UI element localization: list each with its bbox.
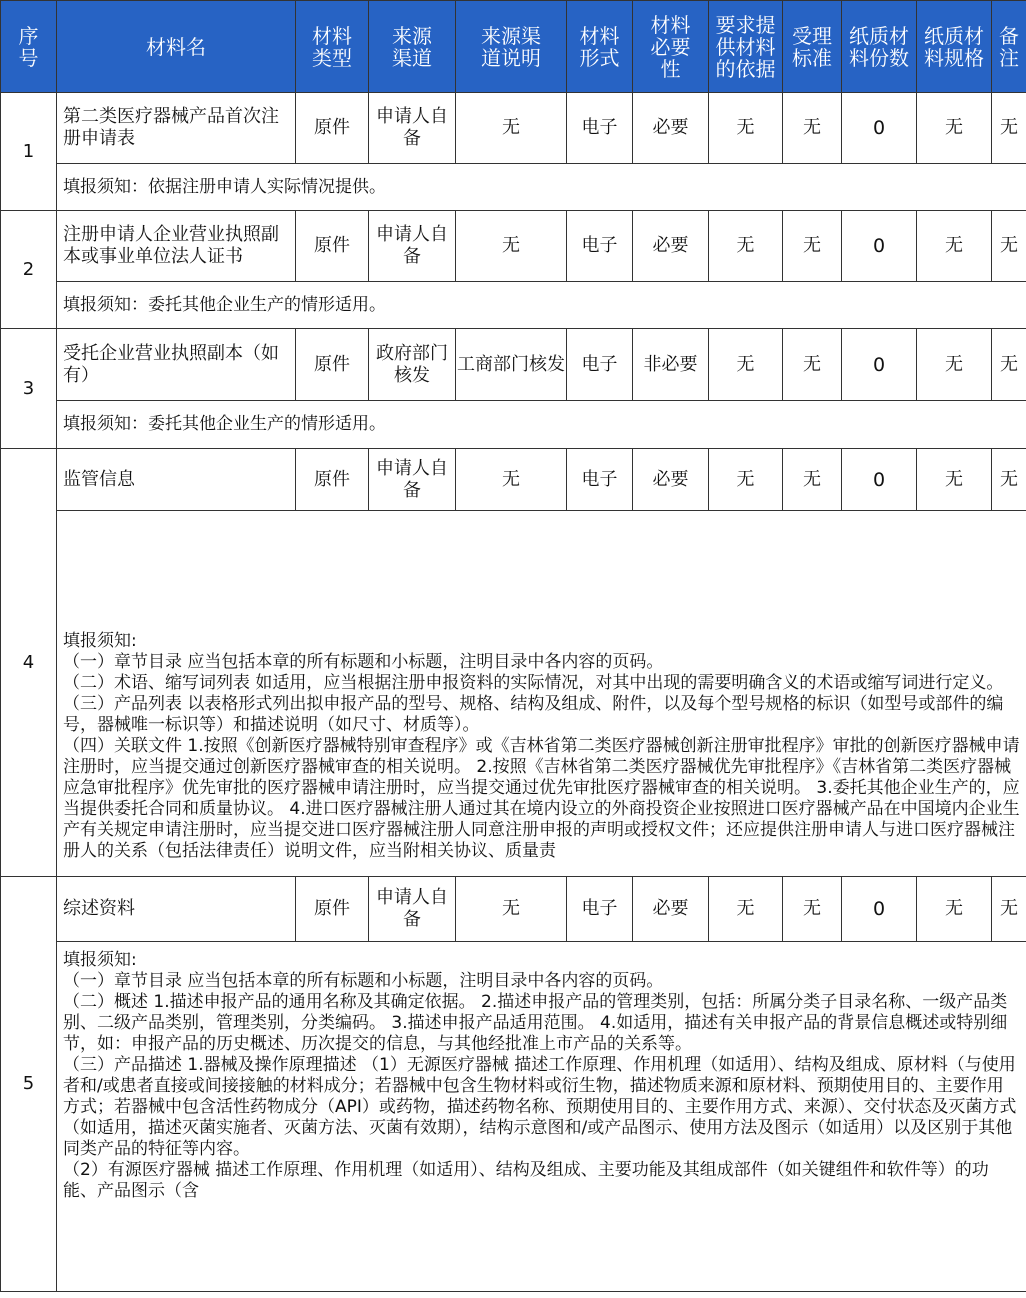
material-name: 第二类医疗器械产品首次注册申请表 <box>57 93 296 164</box>
material-type: 原件 <box>296 93 369 164</box>
source-description: 无 <box>456 449 567 511</box>
header-source-desc: 来源渠 道说明 <box>456 1 567 93</box>
paper-copies: 0 <box>842 211 917 282</box>
note-line: （一）章节目录 应当包括本章的所有标题和小标题，注明目录中各内容的页码。 <box>63 652 664 672</box>
table-row <box>1 329 1026 401</box>
requirement-basis: 无 <box>709 93 783 164</box>
header-source: 来源 渠道 <box>369 1 456 93</box>
header-remark: 备 注 <box>992 1 1026 93</box>
fill-instructions <box>57 942 1026 1292</box>
requirement-basis: 无 <box>709 329 783 401</box>
header-copies: 纸质材 料份数 <box>842 1 917 93</box>
note-line: （二）术语、缩写词列表 如适用，应当根据注册申报资料的实际情况，对其中出现的需要明确含义的术语或缩写词进行定义。 <box>63 673 1004 693</box>
header-no: 序 号 <box>1 1 57 93</box>
table-row <box>1 877 1026 942</box>
source-description: 无 <box>456 877 567 942</box>
note-line: （三）产品描述 1.器械及操作原理描述 （1）无源医疗器械 描述工作原理、作用机理（如适用）、结构及组成、原材料（与使用者和/或患者直接或间接接触的材料成分；若器械中包含生物材料或衍生物，描述物质来源和原材料、预期使用目的、主要作用方式；若器械中包含活性药物成分（API）或药物，描述药物名称、预期使用目的、主要作用方式、来源）、交付状态及灭菌方式（如适用，描述灭菌实施者、灭菌方法、灭菌有效期），结构示意图和/或产品图示、使用方法及图示（如适用）以及区别于其他同类产品的特征等内容。 <box>63 1055 1017 1159</box>
header-standard: 受理 标准 <box>783 1 842 93</box>
note-line: （二）概述 1.描述申报产品的通用名称及其确定依据。 2.描述申报产品的管理类别，包括：所属分类子目录名称、一级产品类别、二级产品类别，管理类别，分类编码。 3.描述申报产品适用范围。 4.如适用，描述有关申报产品的背景信息概述或特别细节，如：申报产品的历史概述、历次提交的信息，与其他经批准上市产品的关系等。 <box>63 992 1008 1054</box>
material-type: 原件 <box>296 329 369 401</box>
table-row <box>1 449 1026 511</box>
note-line: （三）产品列表 以表格形式列出拟申报产品的型号、规格、结构及组成、附件，以及每个型号规格的标识（如型号或部件的编号，器械唯一标识等）和描述说明（如尺寸、材质等）。 <box>63 694 1004 735</box>
acceptance-standard: 无 <box>783 449 842 511</box>
material-type: 原件 <box>296 449 369 511</box>
fill-instructions: 填报须知：依据注册申请人实际情况提供。 <box>57 164 1026 211</box>
acceptance-standard: 无 <box>783 93 842 164</box>
header-basis: 要求提 供材料 的依据 <box>709 1 783 93</box>
row-number: 3 <box>1 329 57 449</box>
material-name: 受托企业营业执照副本（如有） <box>57 329 296 401</box>
source-channel: 申请人自备 <box>369 211 456 282</box>
header-type: 材料 类型 <box>296 1 369 93</box>
source-channel: 申请人自备 <box>369 449 456 511</box>
row-number: 2 <box>1 211 57 329</box>
source-description: 无 <box>456 211 567 282</box>
material-necessity: 必要 <box>633 211 709 282</box>
remark: 无 <box>992 449 1026 511</box>
material-type: 原件 <box>296 211 369 282</box>
header-necessity: 材料 必要 性 <box>633 1 709 93</box>
material-form: 电子 <box>567 93 633 164</box>
note-row <box>1 282 1026 329</box>
paper-spec: 无 <box>917 329 992 401</box>
fill-instructions: 填报须知：委托其他企业生产的情形适用。 <box>57 401 1026 449</box>
remark: 无 <box>992 211 1026 282</box>
paper-copies: 0 <box>842 449 917 511</box>
material-name: 注册申请人企业营业执照副本或事业单位法人证书 <box>57 211 296 282</box>
source-description: 工商部门核发 <box>456 329 567 401</box>
source-channel: 申请人自备 <box>369 877 456 942</box>
note-row <box>1 511 1026 877</box>
paper-spec: 无 <box>917 449 992 511</box>
source-channel: 政府部门核发 <box>369 329 456 401</box>
table-row <box>1 211 1026 282</box>
paper-spec: 无 <box>917 877 992 942</box>
material-form: 电子 <box>567 329 633 401</box>
material-form: 电子 <box>567 449 633 511</box>
row-number: 1 <box>1 93 57 211</box>
note-line: 填报须知: <box>63 631 137 651</box>
note-line: （四）关联文件 1.按照《创新医疗器械特别审查程序》或《吉林省第二类医疗器械创新注册审批程序》审批的创新医疗器械申请注册时，应当提交通过创新医疗器械审查的相关说明。 2.按照《吉林省第二类医疗器械优先审批程序》《吉林省第二类医疗器械应急审批程序》优先审批的医疗器械申请注册时，应当提交通过优先审批医疗器械审查的相关说明。 3.委托其他企业生产的，应当提供委托合同和质量协议。 4.进口医疗器械注册人通过其在境内设立的外商投资企业按照进口医疗器械产品在中国境内企业生产有关规定申请注册时，应当提交进口医疗器械注册人同意注册申报的声明或授权文件；还应提供注册申请人与进口医疗器械注册人的关系（包括法律责任）说明文件，应当附相关协议、质量责 <box>63 736 1020 861</box>
header-form: 材料 形式 <box>567 1 633 93</box>
note-line: 填报须知: <box>63 950 137 970</box>
table-header-row <box>1 1 1026 93</box>
row-number: 5 <box>1 877 57 1292</box>
material-form: 电子 <box>567 211 633 282</box>
source-channel: 申请人自备 <box>369 93 456 164</box>
remark: 无 <box>992 329 1026 401</box>
material-necessity: 必要 <box>633 93 709 164</box>
fill-instructions: 填报须知：委托其他企业生产的情形适用。 <box>57 282 1026 329</box>
note-row <box>1 942 1026 1292</box>
acceptance-standard: 无 <box>783 877 842 942</box>
material-necessity: 必要 <box>633 877 709 942</box>
header-name: 材料名 <box>57 1 296 93</box>
requirement-basis: 无 <box>709 211 783 282</box>
note-row <box>1 401 1026 449</box>
header-spec: 纸质材 料规格 <box>917 1 992 93</box>
row-number: 4 <box>1 449 57 877</box>
remark: 无 <box>992 877 1026 942</box>
acceptance-standard: 无 <box>783 329 842 401</box>
requirement-basis: 无 <box>709 449 783 511</box>
paper-copies: 0 <box>842 329 917 401</box>
material-name: 监管信息 <box>57 449 296 511</box>
note-row <box>1 164 1026 211</box>
material-name: 综述资料 <box>57 877 296 942</box>
source-description: 无 <box>456 93 567 164</box>
material-necessity: 非必要 <box>633 329 709 401</box>
requirement-basis: 无 <box>709 877 783 942</box>
material-form: 电子 <box>567 877 633 942</box>
material-type: 原件 <box>296 877 369 942</box>
paper-spec: 无 <box>917 211 992 282</box>
remark: 无 <box>992 93 1026 164</box>
note-line: （2）有源医疗器械 描述工作原理、作用机理（如适用）、结构及组成、主要功能及其组成部件（如关键组件和软件等）的功能、产品图示（含 <box>63 1160 989 1201</box>
note-line: （一）章节目录 应当包括本章的所有标题和小标题，注明目录中各内容的页码。 <box>63 971 664 991</box>
material-necessity: 必要 <box>633 449 709 511</box>
paper-spec: 无 <box>917 93 992 164</box>
acceptance-standard: 无 <box>783 211 842 282</box>
fill-instructions <box>57 511 1026 877</box>
paper-copies: 0 <box>842 877 917 942</box>
table-row <box>1 93 1026 164</box>
paper-copies: 0 <box>842 93 917 164</box>
